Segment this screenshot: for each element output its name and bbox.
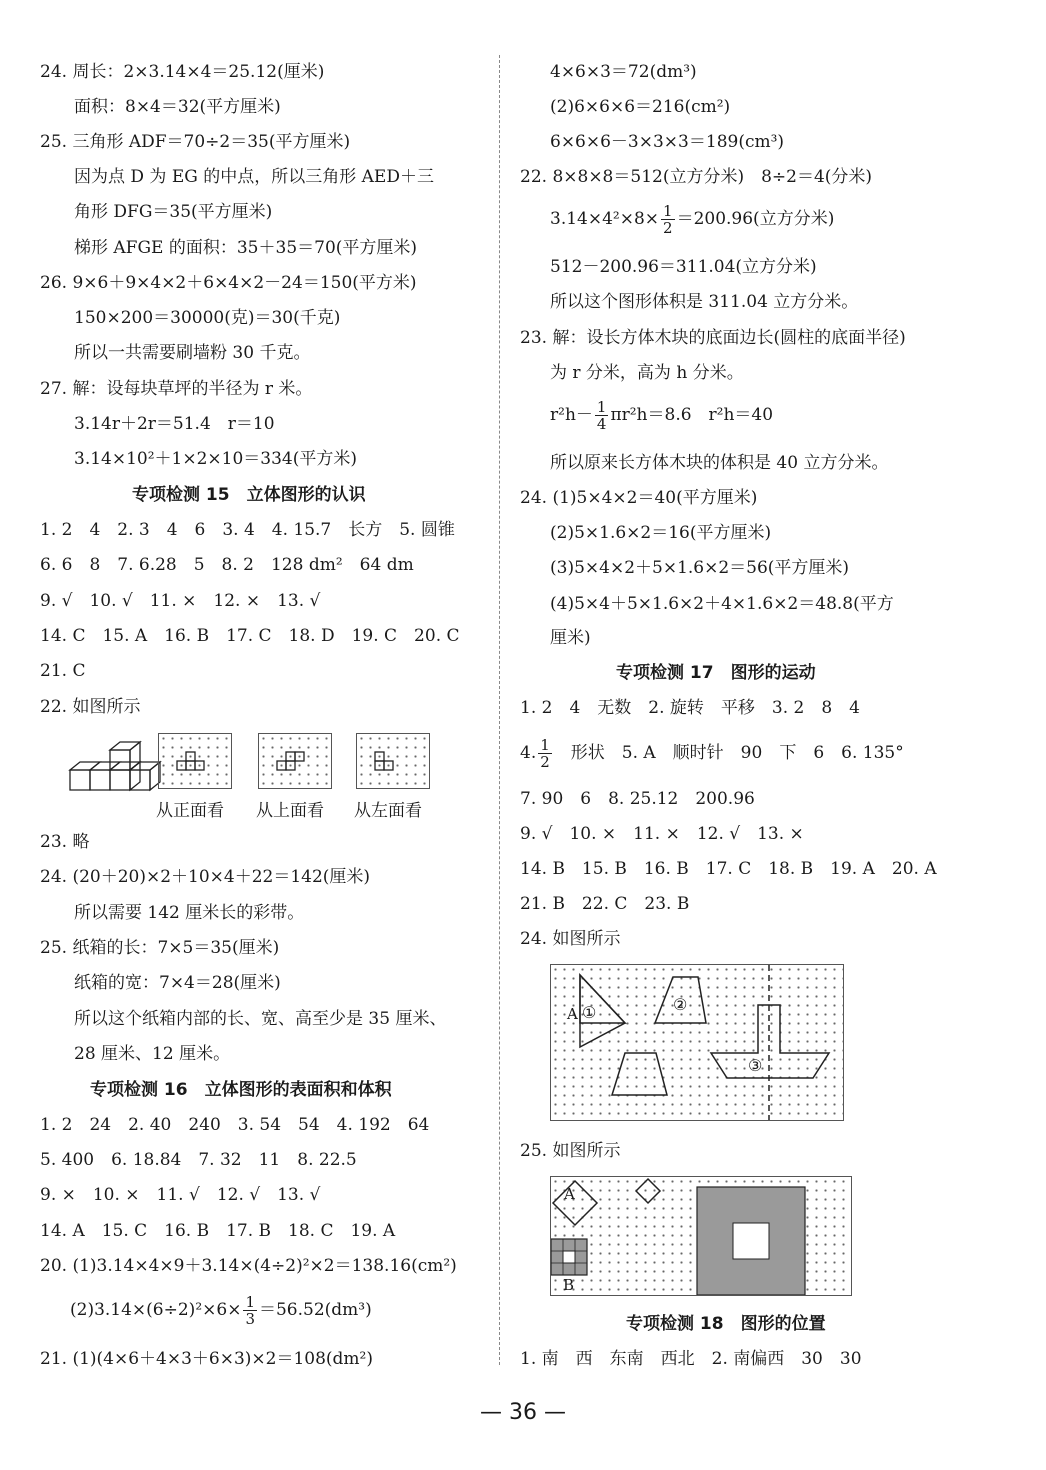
s17-answers-4-6: [520, 736, 904, 770]
answer-24-area: 面积：8×4＝32(平方厘米): [74, 97, 281, 117]
numerator: 1: [540, 736, 550, 754]
transformation-grid: [550, 964, 844, 1121]
s16-answers-9-13: 9. × 10. × 11. √ 12. √ 13. √: [40, 1185, 321, 1205]
numerator: 1: [596, 398, 607, 416]
view-grid-top: [258, 733, 332, 789]
s17-answers-7-8: 7. 90 6 8. 25.12 200.96: [520, 789, 755, 809]
formula-part-1: (2)3.14×(6÷2)²×6×: [70, 1300, 242, 1320]
s15-answers-6-8: 6. 6 8 7. 6.28 5 8. 2 128 dm² 64 dm: [40, 555, 414, 575]
denominator: 4: [596, 415, 607, 433]
diamond-small: [636, 1179, 660, 1203]
s16-answer-20-part2: [70, 1293, 372, 1327]
answer-25-line2: 因为点 D 为 EG 的中点，所以三角形 AED＋三: [74, 167, 434, 187]
denominator: 2: [540, 753, 550, 771]
s16-answer-20: 20. (1)3.14×4×9＋3.14×(4÷2)²×2＝138.16(cm²): [40, 1256, 457, 1276]
section-heading-17: 专项检测 17 图形的运动: [616, 663, 816, 683]
denominator: 2: [663, 219, 673, 237]
top-view-shape: [259, 734, 331, 788]
s17-answer-24: 24. 如图所示: [520, 929, 621, 949]
s16-answers-14-19: 14. A 15. C 16. B 17. B 18. C 19. A: [40, 1221, 396, 1241]
front-view-shape: [159, 734, 231, 788]
r-answer-22-line3: 512－200.96＝311.04(立方分米): [550, 257, 817, 277]
s17-answers-1-3: 1. 2 4 无数 2. 旋转 平移 3. 2 8 4: [520, 698, 860, 718]
s15-answer-23: 23. 略: [40, 832, 90, 852]
fraction-one-quarter: [595, 399, 609, 432]
answer-26: 26. 9×6＋9×4×2＋6×4×2－24＝150(平方米): [40, 273, 417, 293]
formula-part-2: ＝56.52(dm³): [258, 1300, 372, 1320]
answer-24: 24. 周长：2×3.14×4＝25.12(厘米): [40, 62, 325, 82]
s15-answer-24-line2: 所以需要 142 厘米长的彩带。: [74, 903, 305, 923]
formula-part-2: ＝200.96(立方分米): [676, 209, 835, 229]
formula-part-1: 3.14×4²×8×: [550, 209, 660, 229]
label-circle-3: ③: [748, 1056, 763, 1075]
s17-answers-14-20: 14. B 15. B 16. B 17. C 18. B 19. A 20. A: [520, 859, 937, 879]
answer-25-line3: 角形 DFG＝35(平方厘米): [74, 202, 273, 222]
r-answer-24-line3: (3)5×4×2＋5×1.6×2＝56(平方厘米): [550, 558, 850, 578]
caption-top-view: 从上面看: [256, 801, 324, 821]
left-view-shape: [357, 734, 429, 788]
s16-answers-5-8: 5. 400 6. 18.84 7. 32 11 8. 22.5: [40, 1150, 357, 1170]
s16-answer-21: 21. (1)(4×6＋4×3＋6×3)×2＝108(dm²): [40, 1349, 374, 1369]
r-line-1: 4×6×3＝72(dm³): [550, 62, 697, 82]
shape-3: [711, 1005, 829, 1078]
s18-answers-1-2: 1. 南 西 东南 西北 2. 南偏西 30 30: [520, 1349, 862, 1369]
fraction-one-half: [538, 737, 552, 770]
s15-answer-25-line2: 纸箱的宽：7×4＝28(厘米): [74, 973, 281, 993]
s17-answers-9-13: 9. √ 10. × 11. × 12. √ 13. ×: [520, 824, 804, 844]
numerator: 1: [663, 202, 673, 220]
label-circle-2: ②: [673, 995, 688, 1014]
s15-answer-24: 24. (20＋20)×2＋10×4＋22＝142(厘米): [40, 867, 371, 887]
r-answer-23-line2: 为 r 分米，高为 h 分米。: [550, 363, 744, 383]
s15-answers-9-13: 9. √ 10. √ 11. × 12. × 13. √: [40, 591, 321, 611]
fraction-one-third: [243, 1294, 257, 1327]
square-B: [551, 1239, 587, 1275]
answer-25: 25. 三角形 ADF＝70÷2＝35(平方厘米): [40, 132, 351, 152]
s15-answer-25: 25. 纸箱的长：7×5＝35(厘米): [40, 938, 280, 958]
s15-answer-22: 22. 如图所示: [40, 697, 141, 717]
formula-part-2: πr²h＝8.6 r²h＝40: [610, 405, 774, 425]
label-circle-1: ①: [582, 1003, 597, 1022]
caption-left-view: 从左面看: [354, 801, 422, 821]
r-answer-24-line4: (4)5×4＋5×1.6×2＋4×1.6×2＝48.8(平方: [550, 594, 894, 614]
cube-stack-figure: [68, 740, 166, 796]
caption-front-view: 从正面看: [156, 801, 224, 821]
s15-answers-14-20: 14. C 15. A 16. B 17. C 18. D 19. C 20. C: [40, 626, 460, 646]
view-grid-left: [356, 733, 430, 789]
r-answer-24: 24. (1)5×4×2＝40(平方厘米): [520, 488, 758, 508]
items-4-6-rest: 形状 5. A 顺时针 90 下 6 6. 135°: [570, 743, 904, 763]
fraction-one-half: [661, 203, 675, 236]
answer-27: 27. 解：设每块草坪的半径为 r 米。: [40, 379, 313, 399]
answer-25-line4: 梯形 AFGE 的面积：35＋35＝70(平方厘米): [74, 238, 418, 258]
r-answer-22: 22. 8×8×8＝512(立方分米) 8÷2＝4(分米): [520, 167, 873, 187]
enlargement-shapes: [551, 1177, 851, 1295]
r-line-3: 6×6×6－3×3×3＝189(cm³): [550, 132, 785, 152]
s17-answers-21-23: 21. B 22. C 23. B: [520, 894, 690, 914]
answer-27-line3: 3.14×10²＋1×2×10＝334(平方米): [74, 449, 358, 469]
s17-answer-25: 25. 如图所示: [520, 1141, 621, 1161]
view-grid-front: [158, 733, 232, 789]
r-answer-22-line2: [550, 202, 834, 236]
transformation-shapes: [551, 965, 843, 1120]
r-answer-23-line4: 所以原来长方体木块的体积是 40 立方分米。: [550, 453, 889, 473]
page-number: — 36 —: [480, 1400, 566, 1425]
r-answer-22-line4: 所以这个图形体积是 311.04 立方分米。: [550, 292, 859, 312]
label-A: A: [567, 1005, 578, 1023]
item-4-label: 4.: [520, 743, 537, 763]
label-A: A: [564, 1185, 575, 1203]
s15-answers-1-5: 1. 2 4 2. 3 4 6 3. 4 4. 15.7 长方 5. 圆锥: [40, 520, 455, 540]
answer-26-line3: 所以一共需要刷墙粉 30 千克。: [74, 343, 311, 363]
label-B: B: [563, 1276, 575, 1294]
column-divider: [499, 55, 500, 1365]
enlargement-grid: [550, 1176, 852, 1296]
r-answer-24-line2: (2)5×1.6×2＝16(平方厘米): [550, 523, 772, 543]
enlarged-square: [697, 1187, 805, 1295]
r-answer-23-line3: [550, 398, 773, 432]
denominator: 3: [245, 1310, 255, 1328]
numerator: 1: [245, 1293, 255, 1311]
r-answer-23: 23. 解：设长方体木块的底面边长(圆柱的底面半径): [520, 328, 906, 348]
diamond-A: [553, 1181, 597, 1225]
section-heading-18: 专项检测 18 图形的位置: [626, 1314, 826, 1334]
r-answer-24-line5: 厘米): [550, 628, 591, 648]
section-heading-15: 专项检测 15 立体图形的认识: [132, 485, 366, 505]
s15-answer-25-line4: 28 厘米、12 厘米。: [74, 1044, 231, 1064]
r-line-2: (2)6×6×6＝216(cm²): [550, 97, 731, 117]
section-heading-16: 专项检测 16 立体图形的表面积和体积: [90, 1080, 392, 1100]
answer-27-line2: 3.14r＋2r＝51.4 r＝10: [74, 414, 275, 434]
s16-answers-1-4: 1. 2 24 2. 40 240 3. 54 54 4. 192 64: [40, 1115, 430, 1135]
answer-26-line2: 150×200＝30000(克)＝30(千克): [74, 308, 341, 328]
s15-answer-25-line3: 所以这个纸箱内部的长、宽、高至少是 35 厘米、: [74, 1009, 447, 1029]
s15-answer-21: 21. C: [40, 661, 86, 681]
trapezoid-translated: [612, 1053, 667, 1095]
formula-part-1: r²h－: [550, 405, 593, 425]
